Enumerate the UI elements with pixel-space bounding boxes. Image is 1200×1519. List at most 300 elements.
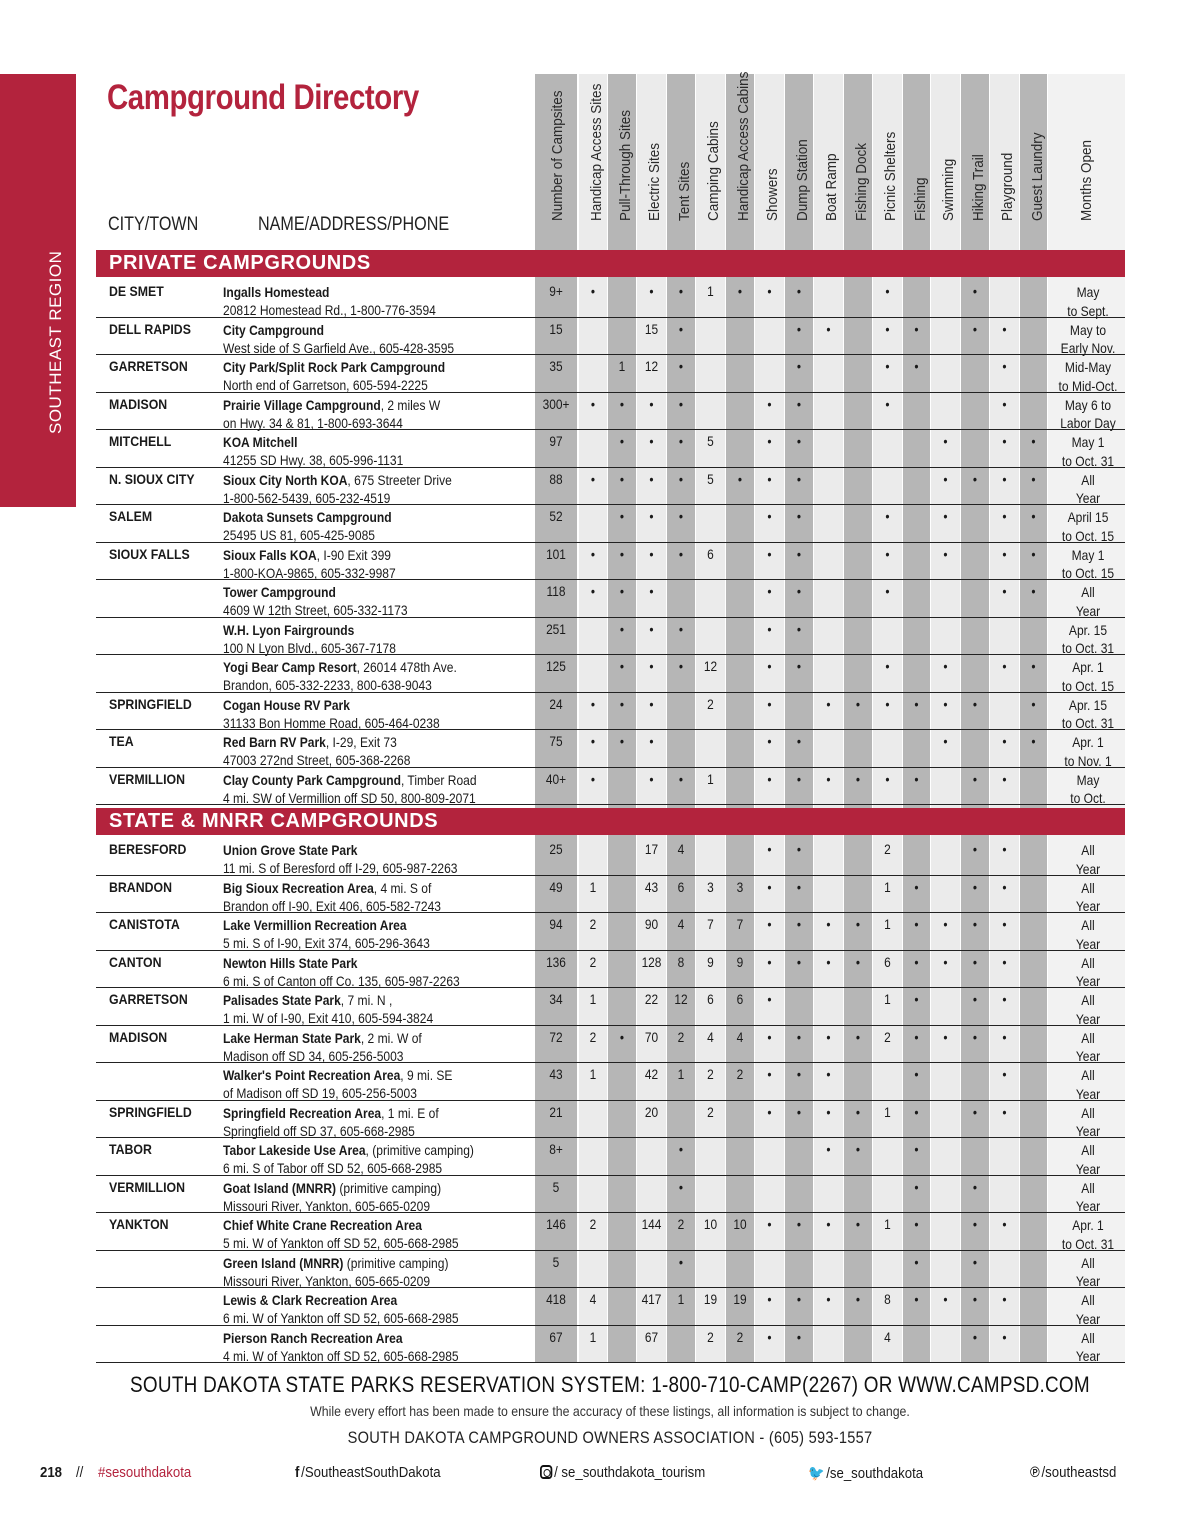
months-open-cell <box>1056 1329 1120 1366</box>
name-address-cell <box>223 733 410 769</box>
months-open-start: All <box>1081 1179 1095 1196</box>
amenity-cell: • <box>767 1028 772 1045</box>
table-row <box>96 280 1125 318</box>
table-row <box>96 693 1125 731</box>
amenity-cell: • <box>943 733 948 749</box>
table-row <box>96 1288 1125 1326</box>
months-open-cell <box>1056 283 1120 320</box>
address-phone: 47003 272nd Street, 605-368-2268 <box>223 752 411 768</box>
amenity-cell: • <box>1002 991 1007 1007</box>
column-header <box>582 78 611 246</box>
months-open-start: May 1 <box>1071 546 1105 563</box>
amenity-cell: • <box>855 916 861 932</box>
name-detail: , I-90 Exit 399 <box>316 546 391 563</box>
amenity-cell: • <box>678 620 684 637</box>
months-open-end: to Oct. 15 <box>1061 677 1115 694</box>
amenity-cell: • <box>943 916 948 932</box>
name-detail: , 9 mi. SE <box>400 1067 453 1083</box>
amenity-cell: 43 <box>644 878 659 895</box>
amenity-cell: 19 <box>733 1291 747 1307</box>
campground-name: KOA Mitchell <box>223 434 298 450</box>
column-header-label: Handicap Access Sites <box>588 83 605 221</box>
amenity-cell: • <box>649 545 654 562</box>
table-row <box>96 1251 1125 1289</box>
column-header-label: Handicap Access Cabins <box>735 71 752 221</box>
amenity-cell: • <box>826 1028 831 1045</box>
amenity-cell: 1 <box>589 1066 597 1082</box>
amenity-cell: 70 <box>644 1028 659 1045</box>
pinterest-link[interactable] <box>1030 1464 1116 1481</box>
address-phone: 6 mi. W of Yankton off SD 52, 605-668-2985 <box>223 1310 459 1326</box>
months-open-end: to Oct. <box>1070 790 1106 806</box>
name-address-cell <box>223 396 440 432</box>
name-detail: , I-29, Exit 73 <box>325 734 397 750</box>
table-row <box>96 951 1125 989</box>
table-row <box>96 1213 1125 1251</box>
months-open-start: All <box>1081 842 1095 858</box>
amenity-cell: • <box>972 1103 978 1120</box>
amenity-cell: 43 <box>549 1066 563 1082</box>
address-phone: Missouri River, Yankton, 605-665-0209 <box>223 1272 431 1289</box>
months-open-start: May <box>1076 771 1100 788</box>
page-number: 218 <box>40 1464 63 1481</box>
amenity-cell: • <box>972 1178 978 1195</box>
amenity-cell: 7 <box>707 916 714 932</box>
amenity-cell: • <box>649 695 654 712</box>
months-open-cell <box>1056 621 1120 658</box>
months-open-end: Year <box>1075 602 1101 619</box>
months-open-start: Apr. 1 <box>1072 1217 1104 1233</box>
address-phone: 4 mi. SW of Vermillion off SD 50, 800-809-2071 <box>223 789 476 806</box>
name-address-cell <box>223 991 433 1027</box>
months-open-cell <box>1056 1141 1120 1178</box>
column-header-label: Fishing Dock <box>853 142 870 221</box>
city-cell: BERESFORD <box>109 841 187 857</box>
table-row <box>96 1101 1125 1139</box>
city-cell: SPRINGFIELD <box>109 695 192 712</box>
amenity-cell: • <box>590 283 596 299</box>
table-row <box>96 876 1125 914</box>
amenity-cell: 2 <box>707 1103 714 1120</box>
amenity-cell: • <box>943 470 948 487</box>
amenity-cell: 5 <box>552 1253 560 1270</box>
months-open-start: All <box>1081 879 1095 896</box>
column-header-label: Playground <box>999 152 1016 221</box>
amenity-cell: • <box>855 695 861 712</box>
months-open-cell <box>1056 696 1120 733</box>
name-column-header: NAME/ADDRESS/PHONE <box>258 214 450 235</box>
column-header <box>729 71 758 246</box>
amenity-cell: • <box>649 470 654 487</box>
amenity-cell: • <box>796 733 802 749</box>
months-open-end: Year <box>1075 973 1101 989</box>
months-open-start: All <box>1081 1254 1095 1271</box>
amenity-cell: • <box>914 770 919 787</box>
amenity-cell: 10 <box>733 1216 747 1232</box>
amenity-cell: • <box>1031 433 1036 449</box>
amenity-cell: • <box>678 545 684 562</box>
campground-name: Ingalls Homestead <box>223 284 330 300</box>
months-open-cell <box>1056 841 1120 878</box>
months-open-end: to Oct. 15 <box>1061 527 1115 544</box>
amenity-cell: 4 <box>884 1328 891 1345</box>
amenity-cell: 1 <box>677 1291 685 1307</box>
amenity-cell: • <box>649 770 654 787</box>
amenity-cell: • <box>796 508 802 524</box>
amenity-cell: 4 <box>736 1028 744 1045</box>
months-open-start: All <box>1081 1292 1095 1308</box>
months-open-end: Year <box>1075 490 1101 506</box>
months-open-start: April 15 <box>1067 509 1109 525</box>
table-row <box>96 655 1125 693</box>
city-cell: SPRINGFIELD <box>109 1103 192 1120</box>
amenity-cell: • <box>1002 433 1007 449</box>
months-open-cell <box>1056 508 1120 545</box>
amenity-cell: • <box>796 841 802 857</box>
amenity-cell: • <box>826 953 831 970</box>
amenity-cell: • <box>767 1066 772 1082</box>
column-header-label: Picnic Shelters <box>882 131 899 221</box>
amenity-cell: • <box>649 583 654 599</box>
months-open-cell <box>1056 1029 1120 1066</box>
name-address-cell <box>223 508 392 544</box>
amenity-cell: 1 <box>884 916 891 932</box>
amenity-cell: 3 <box>707 878 714 895</box>
months-open-start: All <box>1081 471 1095 488</box>
city-cell: MITCHELL <box>109 433 172 449</box>
amenity-cell: 2 <box>736 1066 744 1082</box>
amenity-cell: 2 <box>707 1328 714 1345</box>
amenity-cell: 4 <box>677 841 685 857</box>
amenity-cell: • <box>767 620 772 637</box>
amenity-cell: • <box>678 395 684 412</box>
amenity-cell: • <box>678 508 684 524</box>
campground-name: Tower Campground <box>223 584 336 600</box>
amenity-cell: • <box>1002 508 1007 524</box>
address-phone: 1-800-562-5439, 605-232-4519 <box>223 489 391 506</box>
amenity-cell: • <box>914 1028 919 1045</box>
amenity-cell: • <box>972 1216 978 1232</box>
months-open-end: to Oct. 31 <box>1061 1235 1115 1252</box>
months-open-cell <box>1056 954 1120 991</box>
amenity-cell: • <box>855 1141 861 1157</box>
amenity-cell: 94 <box>549 916 563 932</box>
months-open-cell <box>1056 358 1120 395</box>
amenity-cell: • <box>855 1291 861 1307</box>
city-cell: N. SIOUX CITY <box>109 470 195 487</box>
months-open-cell <box>1056 1216 1120 1253</box>
amenity-cell: • <box>826 320 831 337</box>
amenity-cell: • <box>796 916 802 932</box>
amenity-cell: • <box>767 1328 772 1345</box>
amenity-cell: • <box>678 1178 684 1195</box>
amenity-cell: • <box>767 695 772 712</box>
campground-name: Walker's Point Recreation Area <box>223 1067 401 1083</box>
amenity-cell: • <box>796 395 802 412</box>
name-address-cell <box>223 283 436 319</box>
amenity-cell: 9 <box>736 953 744 970</box>
amenity-cell: • <box>619 583 625 599</box>
amenity-cell: • <box>855 1103 861 1120</box>
name-detail: , Timber Road <box>400 771 477 788</box>
city-cell: TEA <box>109 733 134 749</box>
amenity-cell: • <box>855 953 861 970</box>
amenity-cell: • <box>767 1291 772 1307</box>
address-phone: on Hwy. 34 & 81, 1-800-693-3644 <box>223 414 403 431</box>
amenity-cell: • <box>1031 658 1036 674</box>
amenity-cell: • <box>855 1028 861 1045</box>
amenity-cell: • <box>590 395 596 412</box>
address-phone: of Madison off SD 19, 605-256-5003 <box>223 1085 417 1101</box>
amenity-cell: • <box>678 358 684 374</box>
campground-name: Lake Vermillion Recreation Area <box>223 917 407 933</box>
months-open-end: to Oct. 15 <box>1061 565 1115 581</box>
table-row <box>96 1026 1125 1064</box>
instagram-link[interactable] <box>540 1464 705 1481</box>
months-open-end: to Oct. 31 <box>1061 640 1115 656</box>
months-open-start: All <box>1081 992 1095 1008</box>
column-header-label: Showers <box>764 168 781 221</box>
amenity-cell: 75 <box>549 733 563 749</box>
amenity-cell: • <box>914 320 919 337</box>
amenity-cell: • <box>678 470 684 487</box>
amenity-cell: • <box>678 1253 684 1270</box>
amenity-cell: 24 <box>549 695 563 712</box>
amenity-cell: • <box>1002 1328 1007 1345</box>
section-title: PRIVATE CAMPGROUNDS <box>109 252 371 274</box>
name-address-cell <box>223 1141 474 1177</box>
months-open-start: May to <box>1069 321 1107 338</box>
amenity-cell: • <box>885 695 890 712</box>
amenity-cell: 8+ <box>549 1141 563 1157</box>
amenity-cell: • <box>1031 470 1036 487</box>
amenity-cell: 2 <box>884 841 891 857</box>
amenity-cell: • <box>914 991 919 1007</box>
months-open-end: Year <box>1075 1123 1101 1139</box>
amenity-cell: • <box>619 658 625 674</box>
address-phone: 1 mi. W of I-90, Exit 410, 605-594-3824 <box>223 1010 434 1026</box>
months-open-cell <box>1056 583 1120 620</box>
months-open-start: All <box>1081 1104 1095 1121</box>
column-header-label: Months Open <box>1078 139 1095 221</box>
column-header-label: Electric Sites <box>646 142 663 221</box>
city-cell: CANTON <box>109 953 162 970</box>
name-address-cell <box>223 696 440 732</box>
name-address-cell <box>223 954 460 990</box>
amenity-cell: 1 <box>884 878 891 895</box>
name-address-cell <box>223 321 454 357</box>
amenity-cell: • <box>914 1216 919 1232</box>
amenity-cell: • <box>796 358 802 374</box>
months-open-cell <box>1056 1291 1120 1328</box>
months-open-cell <box>1056 1179 1120 1216</box>
amenity-cell: • <box>972 320 978 337</box>
months-open-end: Labor Day <box>1060 415 1116 431</box>
amenity-cell: 67 <box>644 1328 659 1345</box>
facebook-handle: /SoutheastSouthDakota <box>301 1464 441 1481</box>
column-header-label: Boat Ramp <box>823 153 840 221</box>
amenity-cell: • <box>972 695 978 712</box>
amenity-cell: • <box>767 433 772 449</box>
amenity-cell: • <box>914 953 919 970</box>
amenity-cell: • <box>914 1178 919 1195</box>
twitter-handle: /se_southdakota <box>826 1465 924 1482</box>
address-phone: 5 mi. W of Yankton off SD 52, 605-668-2985 <box>223 1235 459 1251</box>
amenity-cell: 72 <box>549 1028 563 1045</box>
address-phone: 6 mi. S of Canton off Co. 135, 605-987-2263 <box>223 972 460 989</box>
amenity-cell: 1 <box>884 1103 891 1120</box>
amenity-cell: 42 <box>644 1066 659 1082</box>
amenity-cell: • <box>1031 695 1036 712</box>
amenity-cell: • <box>619 545 625 562</box>
name-detail: , 2 miles W <box>380 396 441 413</box>
amenity-cell: • <box>796 1328 802 1345</box>
name-detail: , 7 mi. N , <box>340 992 393 1008</box>
amenity-cell: • <box>1002 1028 1007 1045</box>
amenity-cell: 4 <box>589 1291 597 1307</box>
amenity-cell: • <box>1031 583 1036 599</box>
campground-name: Newton Hills State Park <box>223 954 358 971</box>
amenity-cell: 5 <box>707 470 714 487</box>
amenity-cell: 144 <box>641 1216 662 1232</box>
table-row <box>96 1063 1125 1101</box>
address-phone: 4 mi. W of Yankton off SD 52, 605-668-2985 <box>223 1347 459 1364</box>
column-header <box>640 78 669 246</box>
address-phone: West side of S Garfield Ave., 605-428-3595 <box>223 339 455 356</box>
amenity-cell: • <box>678 1141 684 1157</box>
amenity-cell: • <box>678 283 684 299</box>
name-address-cell <box>223 621 396 657</box>
amenity-cell: 20 <box>644 1103 659 1120</box>
amenity-cell: • <box>885 545 890 562</box>
campground-name: Union Grove State Park <box>223 842 358 858</box>
column-header <box>611 78 640 246</box>
months-open-end: Year <box>1075 1160 1101 1177</box>
twitter-link[interactable] <box>808 1464 923 1482</box>
amenity-cell: • <box>796 545 802 562</box>
amenity-cell: • <box>619 470 625 487</box>
amenity-cell: • <box>767 733 772 749</box>
amenity-cell: • <box>1002 953 1007 970</box>
months-open-start: All <box>1081 954 1095 971</box>
city-cell: DELL RAPIDS <box>109 320 191 337</box>
months-open-cell <box>1056 396 1120 433</box>
amenity-cell: 2 <box>707 1066 714 1082</box>
amenity-cell: • <box>619 733 625 749</box>
amenity-cell: 67 <box>549 1328 563 1345</box>
amenity-cell: • <box>943 658 948 674</box>
amenity-cell: • <box>1031 733 1036 749</box>
months-open-end: Year <box>1075 1348 1101 1364</box>
amenity-cell: 8 <box>884 1291 891 1307</box>
amenity-cell: • <box>972 841 978 857</box>
campground-name: Chief White Crane Recreation Area <box>223 1217 422 1233</box>
amenity-cell: 22 <box>644 991 659 1007</box>
months-open-start: Apr. 15 <box>1068 621 1108 638</box>
amenity-cell: • <box>1002 583 1007 599</box>
facebook-link[interactable] <box>295 1464 441 1481</box>
amenity-cell: 1 <box>677 1066 685 1082</box>
column-header <box>1023 78 1052 246</box>
table-row <box>96 543 1125 581</box>
table-row <box>96 618 1125 656</box>
amenity-cell: 25 <box>549 841 563 857</box>
campground-name: Yogi Bear Camp Resort <box>223 659 357 675</box>
amenity-cell: • <box>943 545 948 562</box>
campground-name: Cogan House RV Park <box>223 696 350 713</box>
amenity-cell: 2 <box>736 1328 744 1345</box>
address-phone: Brandon off I-90, Exit 406, 605-582-7243 <box>223 897 441 914</box>
address-phone: North end of Garretson, 605-594-2225 <box>223 377 428 393</box>
city-cell: MADISON <box>109 395 168 412</box>
amenity-cell: 2 <box>707 695 714 712</box>
amenity-cell: 49 <box>549 878 563 895</box>
amenity-cell: • <box>855 770 861 787</box>
campground-name: Springfield Recreation Area <box>223 1104 382 1121</box>
table-row <box>96 1138 1125 1176</box>
table-row <box>96 580 1125 618</box>
name-address-cell <box>223 1291 459 1327</box>
amenity-cell: • <box>972 283 978 299</box>
amenity-cell: 2 <box>589 1028 597 1045</box>
table-row <box>96 468 1125 506</box>
column-header <box>1072 78 1101 246</box>
campground-name: Tabor Lakeside Use Area <box>223 1142 366 1158</box>
months-open-cell <box>1056 658 1120 695</box>
amenity-cell: • <box>826 1291 831 1307</box>
amenity-cell: • <box>649 620 654 637</box>
amenity-cell: • <box>649 433 654 449</box>
amenity-cell: • <box>914 878 919 895</box>
amenity-cell: 118 <box>546 583 566 599</box>
campground-name: Dakota Sunsets Campground <box>223 509 392 525</box>
months-open-start: Apr. 1 <box>1072 659 1104 675</box>
column-header <box>543 78 572 246</box>
pinterest-icon: ℗ <box>1030 1464 1040 1481</box>
amenity-cell: • <box>826 770 831 787</box>
amenity-cell: • <box>855 1216 861 1232</box>
amenity-cell: • <box>796 1291 802 1307</box>
table-row <box>96 768 1125 806</box>
amenity-cell: • <box>885 320 890 337</box>
amenity-cell: 1 <box>884 1216 891 1232</box>
amenity-cell: 6 <box>677 878 685 895</box>
column-header <box>670 78 699 246</box>
address-phone: Missouri River, Yankton, 605-665-0209 <box>223 1197 431 1214</box>
campground-name: Big Sioux Recreation Area <box>223 879 374 896</box>
months-open-end: to Mid-Oct. <box>1058 377 1118 394</box>
table-row <box>96 913 1125 951</box>
amenity-cell: 6 <box>707 991 714 1007</box>
region-tab <box>0 74 76 507</box>
amenity-cell: 417 <box>641 1291 662 1307</box>
amenity-cell: • <box>914 1141 919 1157</box>
column-header-label: Number of Campsites <box>549 90 566 221</box>
hashtag-link[interactable]: #sesouthdakota <box>98 1464 192 1481</box>
months-open-start: May <box>1076 284 1100 300</box>
column-header <box>876 78 905 246</box>
city-cell: VERMILLION <box>109 770 185 787</box>
city-cell: GARRETSON <box>109 358 188 374</box>
amenity-cell: 52 <box>549 508 563 524</box>
amenity-cell: • <box>649 395 654 412</box>
amenity-cell: 35 <box>549 358 563 374</box>
amenity-cell: • <box>972 878 978 895</box>
campground-name: Palisades State Park <box>223 992 341 1008</box>
amenity-cell: • <box>914 1291 919 1307</box>
amenity-cell: • <box>590 695 596 712</box>
months-open-end: Year <box>1075 1198 1101 1214</box>
